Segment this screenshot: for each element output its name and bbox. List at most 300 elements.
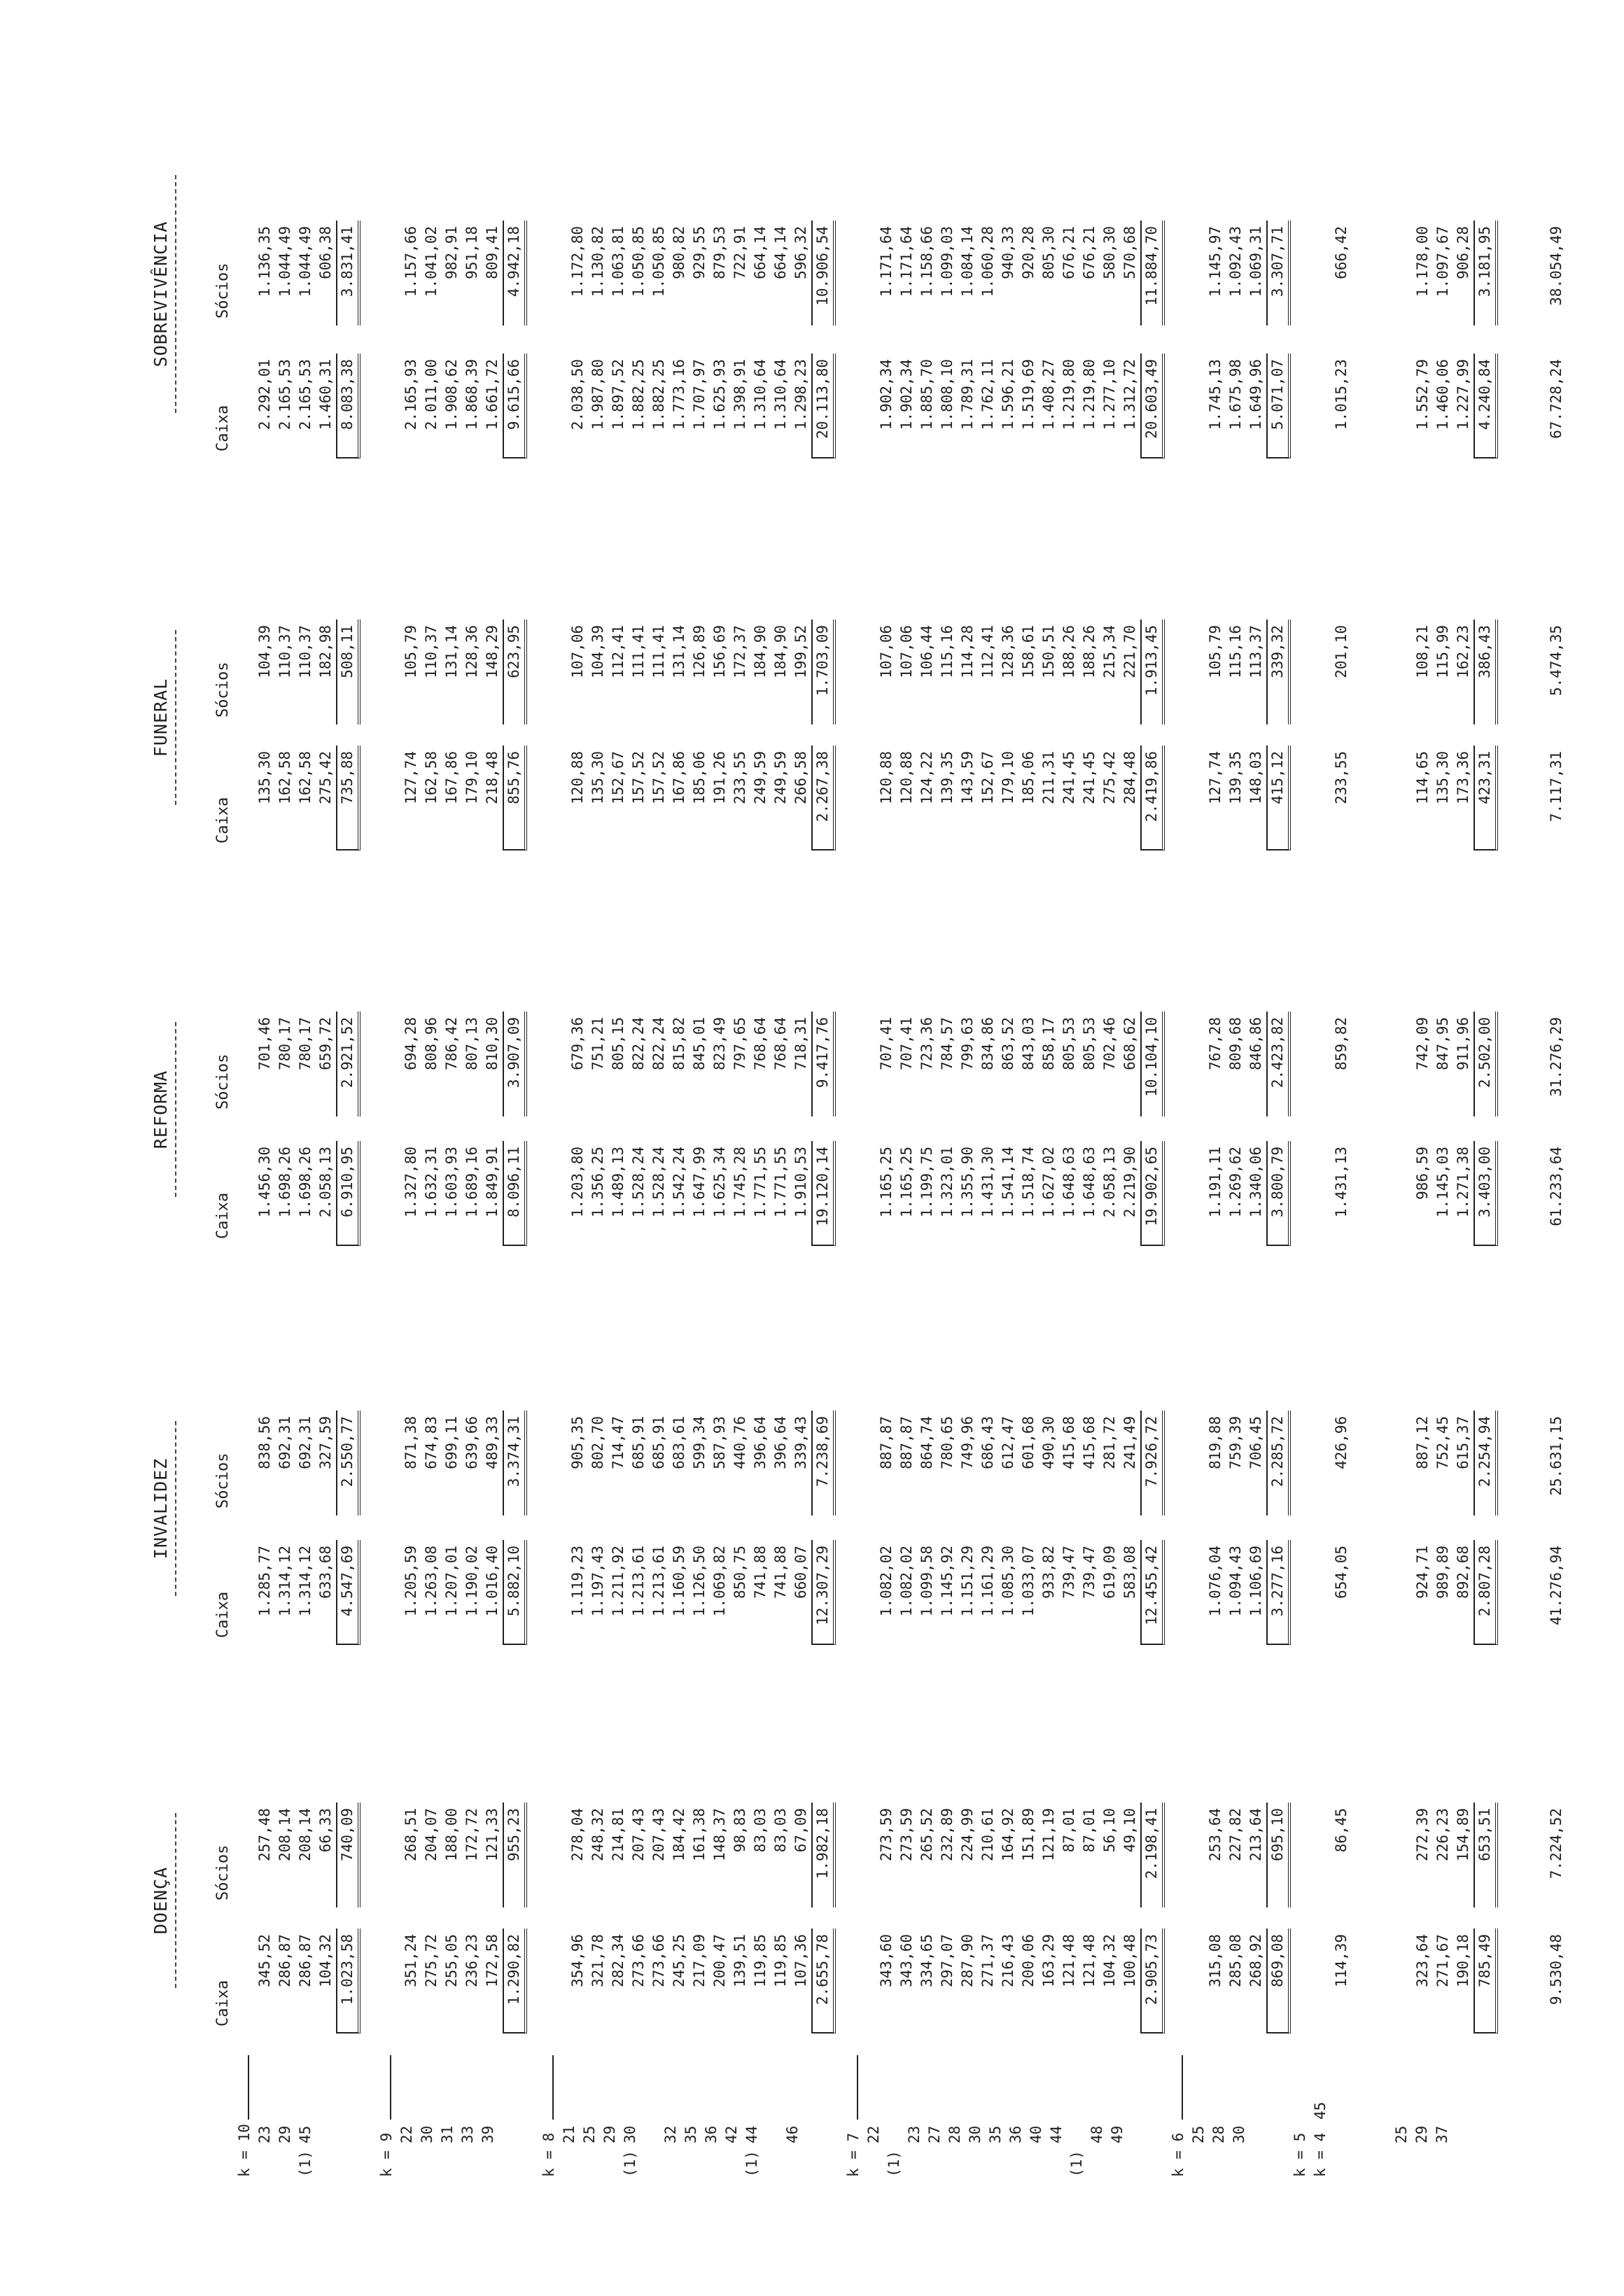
cell-value: 871,38 xyxy=(402,1416,419,1469)
cell-value: 1.160,59 xyxy=(671,1546,687,1617)
cell-value: 268,51 xyxy=(402,1808,419,1861)
header-invalidez xyxy=(150,1393,192,1624)
subtotal-value: 2.423,82 xyxy=(1266,1011,1291,1116)
k-label: k = 8 xyxy=(540,2132,557,2177)
cell-value: 819,88 xyxy=(1207,1416,1224,1469)
cell-value: 172,37 xyxy=(732,625,748,678)
cell-value: 127,74 xyxy=(402,751,419,804)
age-value: 30 xyxy=(1231,2125,1247,2143)
cell-value: 200,06 xyxy=(1020,1934,1037,1987)
subtotal-value: 7.238,69 xyxy=(811,1410,836,1516)
cell-value: 490,30 xyxy=(1040,1416,1057,1469)
cell-value: 1.085,30 xyxy=(1000,1546,1016,1617)
cell-value: 797,65 xyxy=(732,1017,748,1070)
grand-total-value: 67.728,24 xyxy=(1548,359,1564,439)
cell-value: 1.789,31 xyxy=(959,359,976,430)
cell-value: 157,52 xyxy=(650,751,667,804)
cell-value: 113,37 xyxy=(1247,625,1264,678)
cell-value: 162,58 xyxy=(423,751,440,804)
k-label-row xyxy=(1371,2051,1392,2177)
cell-value: 67,09 xyxy=(792,1808,809,1853)
cell-value: 1.552,79 xyxy=(1414,359,1431,430)
cell-value: 150,51 xyxy=(1040,625,1057,678)
cell-value: 1.145,03 xyxy=(1434,1147,1451,1218)
age-row xyxy=(478,2051,498,2177)
subtotal-value: 2.550,77 xyxy=(336,1410,360,1516)
k-label-row xyxy=(1310,2051,1331,2177)
cell-value: 664,14 xyxy=(752,226,769,279)
k-row-spacer xyxy=(1185,1928,1205,2033)
age-row xyxy=(661,2051,681,2177)
cell-value: 188,00 xyxy=(443,1808,460,1861)
grand-total-value: 7.224,52 xyxy=(1548,1808,1564,1879)
k-row-spacer xyxy=(1392,1141,1413,1246)
age-row xyxy=(559,2051,580,2177)
cell-value: 1.885,70 xyxy=(918,359,935,430)
age-note: (1) xyxy=(743,2150,760,2177)
header-doenca xyxy=(150,1785,192,2016)
cell-value: 185,06 xyxy=(1020,751,1037,804)
cell-value: 1.314,12 xyxy=(276,1546,293,1617)
cell-value: 162,58 xyxy=(276,751,293,804)
cell-value: 1.092,43 xyxy=(1227,226,1244,298)
cell-value: 751,21 xyxy=(589,1017,606,1070)
cell-value: 838,56 xyxy=(256,1416,273,1469)
subtotal-value: 12.455,42 xyxy=(1140,1540,1165,1645)
group-spacer xyxy=(1352,620,1392,724)
cell-value: 940,33 xyxy=(1000,226,1016,279)
cell-value: 1.165,25 xyxy=(878,1147,895,1218)
age-row xyxy=(458,2051,478,2177)
cell-value: 924,71 xyxy=(1414,1546,1431,1599)
subtotal-value: 1.023,58 xyxy=(336,1928,360,2033)
age-value: 40 xyxy=(1028,2125,1044,2143)
k-row-spacer xyxy=(547,1540,568,1645)
k-label: k = 6 xyxy=(1170,2132,1186,2177)
age-row xyxy=(1006,2051,1026,2177)
col-funeral-caixa xyxy=(212,746,1567,850)
k-row-spacer xyxy=(547,1141,568,1246)
k-colhead-spacer xyxy=(212,2051,234,2177)
subtotal-value: 8.096,11 xyxy=(503,1141,527,1246)
subtotal-value: 2.254,94 xyxy=(1474,1410,1498,1516)
cell-value: 135,30 xyxy=(1434,751,1451,804)
cell-value: 692,31 xyxy=(297,1416,314,1469)
age-row xyxy=(864,2051,884,2177)
colhead-sobrev-caixa: Caixa xyxy=(214,405,232,451)
cell-value: 1.773,16 xyxy=(671,359,687,430)
cell-value: 112,41 xyxy=(610,625,626,678)
subtotal-value: 2.502,00 xyxy=(1474,1011,1498,1116)
cell-value: 1.219,80 xyxy=(1060,359,1077,430)
group-spacer xyxy=(1291,354,1311,458)
cell-value: 759,39 xyxy=(1227,1416,1244,1469)
cell-value: 1.698,26 xyxy=(276,1147,293,1218)
cell-value: 217,09 xyxy=(691,1934,708,1987)
cell-value: 1.902,34 xyxy=(878,359,895,430)
k-row-spacer xyxy=(856,354,876,458)
cell-value: 1.489,13 xyxy=(610,1147,626,1218)
cell-value: 722,91 xyxy=(732,226,748,279)
grand-total-value: 25.631,15 xyxy=(1548,1416,1564,1496)
cell-value: 172,72 xyxy=(463,1808,480,1861)
k-row-spacer xyxy=(547,620,568,724)
group-spacer xyxy=(360,620,381,724)
age-row xyxy=(1412,2051,1432,2177)
k-label: k = 5 xyxy=(1292,2132,1308,2177)
cell-value: 654,05 xyxy=(1333,1546,1350,1599)
cell-value: 115,16 xyxy=(1227,625,1244,678)
cell-value: 1.211,92 xyxy=(610,1546,626,1617)
cell-value: 66,33 xyxy=(317,1808,334,1853)
cell-value: 87,01 xyxy=(1060,1808,1077,1853)
cell-value: 805,53 xyxy=(1081,1017,1098,1070)
cell-value: 723,36 xyxy=(918,1017,935,1070)
subtotal-value: 11.884,70 xyxy=(1140,220,1165,326)
age-row xyxy=(1229,2051,1250,2177)
subtotal-value: 423,31 xyxy=(1474,746,1498,850)
k-row-spacer xyxy=(381,1011,401,1116)
k-row-spacer xyxy=(856,620,876,724)
group-spacer xyxy=(1352,746,1392,850)
k-row-spacer xyxy=(1185,1011,1205,1116)
k-row-spacer xyxy=(856,746,876,850)
age-value: 23 xyxy=(906,2125,923,2143)
cell-value: 633,68 xyxy=(317,1546,334,1599)
col-invalidez-socios xyxy=(212,1410,1567,1516)
cell-value: 152,67 xyxy=(979,751,996,804)
spacer xyxy=(1311,1141,1331,1246)
cell-value: 265,52 xyxy=(918,1808,935,1861)
cell-value: 859,82 xyxy=(1333,1017,1350,1070)
cell-value: 148,03 xyxy=(1247,751,1264,804)
col-doenca-caixa xyxy=(212,1928,1567,2033)
cell-value: 1.647,99 xyxy=(691,1147,708,1218)
cell-value: 1.016,40 xyxy=(484,1546,500,1617)
grand-total-value: 61.233,64 xyxy=(1548,1147,1564,1226)
cell-value: 201,10 xyxy=(1333,625,1350,678)
cell-value: 111,41 xyxy=(630,625,647,678)
age-row xyxy=(275,2051,295,2177)
cell-value: 1.191,11 xyxy=(1207,1147,1224,1218)
group-spacer xyxy=(1291,220,1311,326)
cell-value: 1.171,64 xyxy=(878,226,895,298)
cell-value: 863,52 xyxy=(1000,1017,1016,1070)
cell-value: 227,82 xyxy=(1227,1808,1244,1861)
cell-value: 268,92 xyxy=(1247,1934,1264,1987)
group-spacer xyxy=(1291,1540,1311,1645)
cell-value: 327,59 xyxy=(317,1416,334,1469)
subtotal-value: 339,32 xyxy=(1266,620,1291,724)
cell-value: 415,68 xyxy=(1081,1416,1098,1469)
age-value: 36 xyxy=(1007,2125,1024,2143)
k-label-row xyxy=(1290,2051,1310,2177)
cell-value: 822,24 xyxy=(650,1017,667,1070)
k-row-spacer xyxy=(547,1011,568,1116)
cell-value: 1.015,23 xyxy=(1333,359,1350,430)
cell-value: 1.082,02 xyxy=(898,1546,915,1617)
subtotal-value: 740,09 xyxy=(336,1802,360,1907)
subtotal-value: 1.913,45 xyxy=(1140,620,1165,724)
cell-value: 742,09 xyxy=(1414,1017,1431,1070)
cell-value: 224,99 xyxy=(959,1808,976,1861)
cell-value: 1.310,64 xyxy=(772,359,789,430)
cell-value: 112,41 xyxy=(979,625,996,678)
cell-value: 126,89 xyxy=(691,625,708,678)
age-row xyxy=(1026,2051,1046,2177)
k-row-spacer xyxy=(1185,1540,1205,1645)
total-row-spacer xyxy=(336,2051,356,2177)
group-spacer xyxy=(1352,1928,1392,2033)
cell-value: 107,06 xyxy=(898,625,915,678)
cell-value: 127,74 xyxy=(1207,751,1224,804)
cell-value: 236,23 xyxy=(463,1934,480,1987)
cell-value: 128,36 xyxy=(463,625,480,678)
group-spacer xyxy=(1352,354,1392,458)
cell-value: 1.698,26 xyxy=(297,1147,314,1218)
age-value: 30 xyxy=(622,2125,638,2143)
cell-value: 660,07 xyxy=(792,1546,809,1599)
k-row-spacer xyxy=(234,746,255,850)
cell-value: 707,41 xyxy=(878,1017,895,1070)
cell-value: 1.213,61 xyxy=(630,1546,647,1617)
group-spacer xyxy=(1270,2051,1290,2177)
cell-value: 1.323,01 xyxy=(939,1147,955,1218)
age-row xyxy=(1432,2051,1452,2177)
age-value: 27 xyxy=(926,2125,943,2143)
cell-value: 105,79 xyxy=(1207,625,1224,678)
subtotal-value: 12.307,29 xyxy=(811,1540,836,1645)
cell-value: 780,17 xyxy=(276,1017,293,1070)
group-spacer xyxy=(360,1540,381,1645)
cell-value: 1.269,62 xyxy=(1227,1147,1244,1218)
k-row-spacer xyxy=(1392,1540,1413,1645)
spacer xyxy=(1311,220,1331,326)
subtotal-value: 653,51 xyxy=(1474,1802,1498,1907)
group-spacer xyxy=(836,1141,856,1246)
cell-value: 120,88 xyxy=(898,751,915,804)
cell-value: 185,06 xyxy=(691,751,708,804)
k-label-row xyxy=(234,2051,255,2177)
cell-value: 315,08 xyxy=(1207,1934,1224,1987)
cell-value: 2.165,53 xyxy=(297,359,314,430)
group-spacer xyxy=(519,2051,539,2177)
header-reforma-text: REFORMA xyxy=(150,1070,171,1149)
cell-value: 1.603,93 xyxy=(443,1147,460,1218)
cell-value: 805,15 xyxy=(610,1017,626,1070)
k-label: k = 10 xyxy=(236,2124,253,2177)
cell-value: 83,03 xyxy=(772,1808,789,1853)
cell-value: 354,96 xyxy=(569,1934,586,1987)
cell-value: 752,45 xyxy=(1434,1416,1451,1469)
cell-value: 845,01 xyxy=(691,1017,708,1070)
cell-value: 809,41 xyxy=(484,226,500,279)
cell-value: 208,14 xyxy=(297,1808,314,1861)
cell-value: 214,81 xyxy=(610,1808,626,1861)
cell-value: 989,89 xyxy=(1434,1546,1451,1599)
cell-value: 190,18 xyxy=(1455,1934,1471,1987)
group-spacer xyxy=(1498,1928,1518,2033)
cell-value: 615,37 xyxy=(1455,1416,1471,1469)
cell-value: 241,45 xyxy=(1081,751,1098,804)
group-spacer xyxy=(1498,1011,1518,1116)
group-spacer xyxy=(836,1410,856,1516)
cell-value: 211,31 xyxy=(1040,751,1057,804)
group-spacer xyxy=(1165,354,1185,458)
subtotal-value: 785,49 xyxy=(1474,1928,1498,2033)
group-spacer xyxy=(1165,1928,1185,2033)
cell-value: 440,76 xyxy=(732,1416,748,1469)
subtotal-value: 20.113,80 xyxy=(811,354,836,458)
k-row-spacer xyxy=(856,1011,876,1116)
grand-total-value: 7.117,31 xyxy=(1548,751,1564,822)
cell-value: 273,66 xyxy=(630,1934,647,1987)
cell-value: 253,64 xyxy=(1207,1808,1224,1861)
age-row xyxy=(681,2051,701,2177)
cell-value: 184,90 xyxy=(752,625,769,678)
subtotal-value: 1.290,82 xyxy=(503,1928,527,2033)
k-row-spacer xyxy=(547,1410,568,1516)
cell-value: 784,57 xyxy=(939,1017,955,1070)
cell-value: 207,43 xyxy=(630,1808,647,1861)
group-spacer xyxy=(1165,1141,1185,1246)
group-spacer xyxy=(1291,1928,1311,2033)
cell-value: 1.271,38 xyxy=(1455,1147,1471,1218)
age-value: 22 xyxy=(865,2125,882,2143)
grand-total-value: 41.276,94 xyxy=(1548,1546,1564,1625)
cell-value: 272,39 xyxy=(1414,1808,1431,1861)
age-note: (1) xyxy=(886,2150,902,2177)
subtotal-value: 7.926,72 xyxy=(1140,1410,1165,1516)
cell-value: 120,88 xyxy=(878,751,895,804)
age-value: 32 xyxy=(662,2125,679,2143)
cell-value: 664,14 xyxy=(772,226,789,279)
cell-value: 685,91 xyxy=(650,1416,667,1469)
age-value: 49 xyxy=(1109,2125,1126,2143)
colhead-invalidez-caixa: Caixa xyxy=(214,1591,232,1638)
k-row-spacer xyxy=(856,1540,876,1645)
k-row-spacer xyxy=(1392,1802,1413,1907)
cell-value: 686,43 xyxy=(979,1416,996,1469)
cell-value: 162,58 xyxy=(297,751,314,804)
group-spacer xyxy=(527,746,547,850)
group-spacer xyxy=(527,1410,547,1516)
age-row xyxy=(1392,2051,1412,2177)
age-value: 36 xyxy=(703,2125,720,2143)
subtotal-value: 5.882,10 xyxy=(503,1540,527,1645)
cell-value: 287,90 xyxy=(959,1934,976,1987)
k-row-spacer xyxy=(1392,220,1413,326)
cell-value: 1.648,63 xyxy=(1060,1147,1077,1218)
k-label-row xyxy=(844,2051,864,2177)
cell-value: 255,05 xyxy=(443,1934,460,1987)
cell-value: 1.648,63 xyxy=(1081,1147,1098,1218)
subtotal-value: 5.071,07 xyxy=(1266,354,1291,458)
cell-value: 1.902,34 xyxy=(898,359,915,430)
group-spacer xyxy=(527,1928,547,2033)
cell-value: 135,30 xyxy=(589,751,606,804)
age-value: 25 xyxy=(1190,2125,1207,2143)
cell-value: 601,68 xyxy=(1020,1416,1037,1469)
cell-value: 83,03 xyxy=(752,1808,769,1853)
cell-value: 121,48 xyxy=(1081,1934,1098,1987)
spacer xyxy=(1311,1802,1331,1907)
age-row xyxy=(600,2051,620,2177)
cell-value: 119,85 xyxy=(752,1934,769,1987)
age-row xyxy=(1067,2051,1087,2177)
cell-value: 248,32 xyxy=(589,1808,606,1861)
age-value: 29 xyxy=(1413,2125,1430,2143)
col-sobrev-caixa xyxy=(212,354,1567,458)
k-row-spacer xyxy=(547,1928,568,2033)
k-row-spacer xyxy=(856,220,876,326)
age-value: 35 xyxy=(987,2125,1004,2143)
age-row xyxy=(986,2051,1006,2177)
group-spacer xyxy=(1331,2051,1371,2177)
cell-value: 858,17 xyxy=(1040,1017,1057,1070)
age-value: 45 xyxy=(1312,2101,1329,2120)
age-row xyxy=(783,2051,803,2177)
age-row xyxy=(722,2051,742,2177)
cell-value: 163,29 xyxy=(1040,1934,1057,1987)
cell-value: 128,36 xyxy=(1000,625,1016,678)
subtotal-value: 2.905,73 xyxy=(1140,1928,1165,2033)
group-spacer xyxy=(360,220,381,326)
age-note: (1) xyxy=(1068,2150,1085,2177)
group-spacer xyxy=(1165,620,1185,724)
cell-value: 182,98 xyxy=(317,625,334,678)
cell-value: 156,69 xyxy=(711,625,728,678)
cell-value: 119,85 xyxy=(772,1934,789,1987)
cell-value: 188,26 xyxy=(1081,625,1098,678)
spacer xyxy=(1311,354,1331,458)
cell-value: 1.882,25 xyxy=(630,359,647,430)
cell-value: 1.227,99 xyxy=(1455,359,1471,430)
cell-value: 148,29 xyxy=(484,625,500,678)
cell-value: 1.707,97 xyxy=(691,359,708,430)
col-invalidez-caixa xyxy=(212,1540,1567,1645)
k-row-spacer xyxy=(856,1928,876,2033)
cell-value: 121,19 xyxy=(1040,1808,1057,1861)
cell-value: 843,03 xyxy=(1020,1017,1037,1070)
cell-value: 1.625,93 xyxy=(711,359,728,430)
cell-value: 184,90 xyxy=(772,625,789,678)
group-spacer xyxy=(360,1802,381,1907)
colhead-sobrev-socios: Sócios xyxy=(214,262,232,318)
age-value: 45 xyxy=(297,2125,314,2143)
k-row-spacer xyxy=(381,220,401,326)
cell-value: 668,62 xyxy=(1121,1017,1138,1070)
k-row-spacer xyxy=(1185,746,1205,850)
cell-value: 808,96 xyxy=(423,1017,440,1070)
subtotal-value: 6.910,95 xyxy=(336,1141,360,1246)
cell-value: 1.431,30 xyxy=(979,1147,996,1218)
subtotal-value: 1.703,09 xyxy=(811,620,836,724)
cell-value: 739,47 xyxy=(1081,1546,1098,1599)
group-spacer xyxy=(527,1141,547,1246)
group-spacer xyxy=(1165,1540,1185,1645)
cell-value: 124,22 xyxy=(918,751,935,804)
subtotal-value: 20.603,49 xyxy=(1140,354,1165,458)
subtotal-value: 4.942,18 xyxy=(503,220,527,326)
cell-value: 199,52 xyxy=(792,625,809,678)
cell-value: 666,42 xyxy=(1333,226,1350,279)
age-value: 23 xyxy=(256,2125,273,2143)
subtotal-value: 2.807,28 xyxy=(1474,1540,1498,1645)
cell-value: 1.119,23 xyxy=(569,1546,586,1617)
k-label: k = 4 xyxy=(1312,2132,1329,2177)
cell-value: 271,37 xyxy=(979,1934,996,1987)
